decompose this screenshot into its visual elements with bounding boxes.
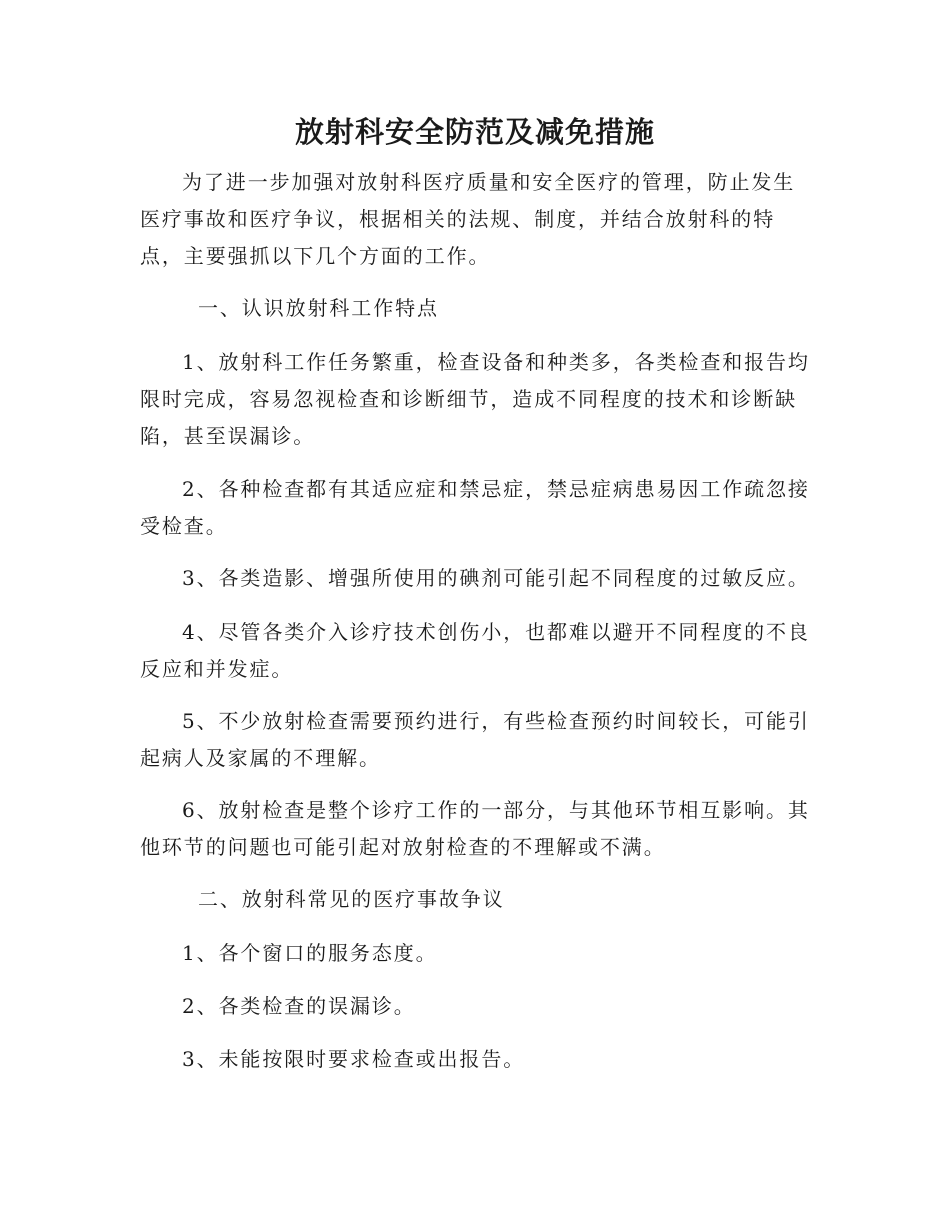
item-line: 1、放射科工作任务繁重，检查设备和种类多，各类检查和报告均: [182, 350, 810, 374]
item-line: 3、未能按限时要求检查或出报告。: [182, 1047, 526, 1071]
intro-line: 为了进一步加强对放射科医疗质量和安全医疗的管理，防止发生: [182, 170, 796, 194]
item-line: 受检查。: [140, 514, 228, 538]
list-item: [140, 935, 810, 972]
intro-paragraph: [140, 164, 810, 275]
section-heading-text: 二、放射科常见的医疗事故争议: [198, 887, 505, 911]
item-line: 5、不少放射检查需要预约进行，有些检查预约时间较长，可能引: [182, 709, 810, 733]
item-line: 限时完成，容易忽视检查和诊断细节，造成不同程度的技术和诊断缺: [140, 387, 797, 411]
section-heading-2: [140, 881, 810, 918]
item-line: 4、尽管各类介入诊疗技术创伤小，也都难以避开不同程度的不良: [182, 620, 810, 644]
list-item: [140, 988, 810, 1025]
list-item: [140, 1041, 810, 1078]
item-line: 2、各种检查都有其适应症和禁忌症，禁忌症病患易因工作疏忽接: [182, 477, 810, 501]
list-item: [140, 471, 810, 545]
list-item: [140, 792, 810, 866]
document-title: 放射科安全防范及减免措施: [294, 115, 655, 149]
item-line: 他环节的问题也可能引起对放射检查的不理解或不满。: [140, 835, 666, 859]
item-line: 1、各个窗口的服务态度。: [182, 941, 438, 965]
list-item: [140, 614, 810, 688]
item-line: 2、各类检查的误漏诊。: [182, 994, 416, 1018]
intro-line: 医疗事故和医疗争议，根据相关的法规、制度，并结合放射科的特: [140, 207, 776, 231]
section-heading-1: [140, 290, 810, 327]
list-item: [140, 703, 810, 777]
list-item: [140, 344, 810, 455]
item-line: 6、放射检查是整个诊疗工作的一部分，与其他环节相互影响。其: [182, 798, 810, 822]
list-item: [140, 560, 810, 597]
item-line: 陷，甚至误漏诊。: [140, 424, 316, 448]
intro-line: 点，主要强抓以下几个方面的工作。: [140, 244, 491, 268]
item-line: 反应和并发症。: [140, 657, 294, 681]
item-line: 3、各类造影、增强所使用的碘剂可能引起不同程度的过敏反应。: [182, 566, 810, 590]
section-heading-text: 一、认识放射科工作特点: [198, 296, 439, 320]
item-line: 起病人及家属的不理解。: [140, 746, 381, 770]
